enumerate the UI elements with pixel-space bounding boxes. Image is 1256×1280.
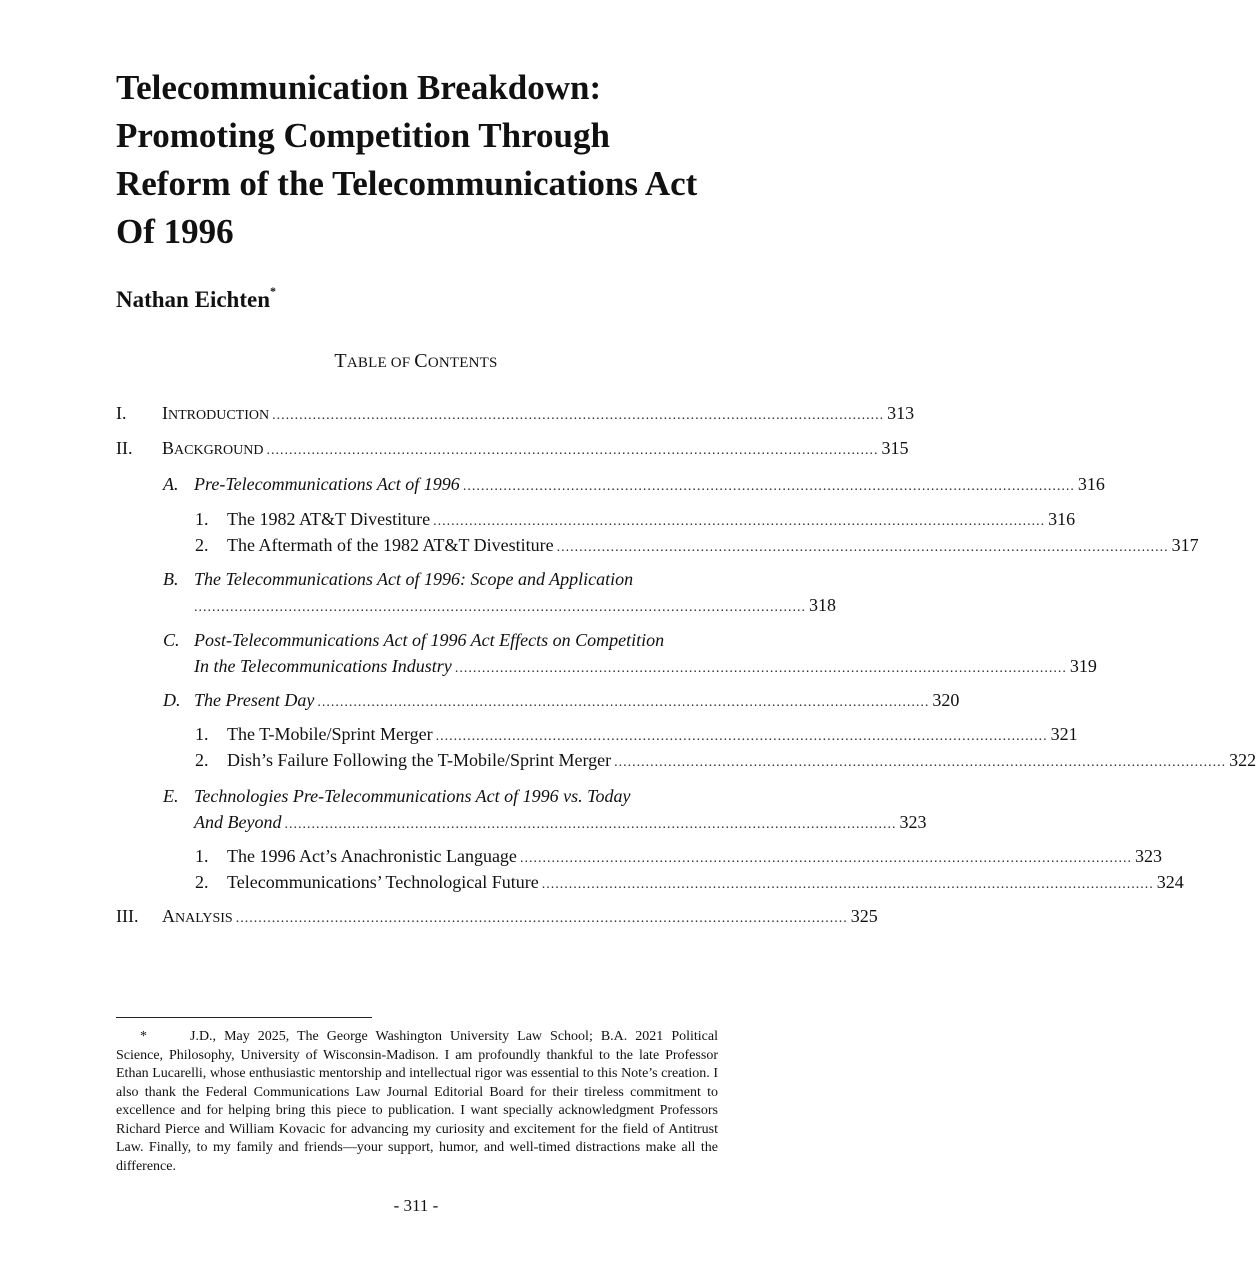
footnote-text: J.D., May 2025, The George Washington University Law School; B.A. 2021 Political Science, Philosophy, University of Wisconsin-Madison. I am profoundly thankful to the late Professor Ethan Lucarelli, whose enthusiastic mentorship and intellectual rigor was essential to this Note’s creation. I also thank the Federal Communications Law Journal Editorial Board for their tireless commitment to excellence and for helping bring this piece to publication. I want specially acknowledgment Professors Richard Pierce and William Kovacic for advancing my curiosity and excitement for the field of Antitrust Law. Finally, to my family and friends—your support, humor, and well-timed distractions make all the difference. <box>116 1029 718 1174</box>
toc-entry-page: 323 <box>1134 846 1162 866</box>
toc-heading-rest: ABLE OF <box>346 355 415 371</box>
toc-entry[interactable] <box>195 748 1256 775</box>
toc-entry-number: 1. <box>195 509 209 529</box>
footnote <box>116 1028 718 1176</box>
toc-heading <box>0 350 832 373</box>
toc-entry-number: 1. <box>195 724 209 744</box>
toc-entry-page: 323 <box>899 812 927 832</box>
toc-entry[interactable] <box>163 627 1097 682</box>
toc-entry-page: 315 <box>881 438 909 458</box>
toc-entry-page: 318 <box>809 595 836 615</box>
toc-leader-dots: ........................................................................................................................................ <box>433 514 1046 529</box>
toc-leader-dots: ........................................................................................................................................ <box>266 443 879 458</box>
toc-entry-page: 316 <box>1048 509 1076 529</box>
author-name: Nathan Eichten <box>116 287 270 312</box>
toc-entry-page: 321 <box>1050 724 1078 744</box>
toc-entry-label: Telecommunications’ Technological Future <box>227 872 539 892</box>
toc-entry-label: Dish’s Failure Following the T-Mobile/Sprint Merger <box>227 750 612 770</box>
toc-leader-dots: ........................................................................................................................................ <box>235 911 848 926</box>
footnote-divider <box>116 1017 372 1018</box>
toc-entry-page: 320 <box>932 690 960 710</box>
toc-entry-number: B. <box>163 569 179 589</box>
toc-entry-page: 317 <box>1171 535 1199 555</box>
toc-entry[interactable] <box>195 722 1078 749</box>
toc-entry-label: ANALYSIS <box>162 906 233 926</box>
toc-heading-initial: C <box>414 350 428 372</box>
toc-entry-number: E. <box>163 786 179 806</box>
article-title <box>116 64 756 256</box>
toc-entry[interactable] <box>195 844 1162 871</box>
toc-entry-page: 316 <box>1077 474 1105 494</box>
toc-entry[interactable] <box>195 533 1199 560</box>
title-line: Reform of the Telecommunications Act <box>116 164 698 203</box>
toc-entry-label: INTRODUCTION <box>162 403 270 423</box>
toc-heading-initial: T <box>334 350 347 372</box>
toc-leader-dots: ........................................................................................................................................ <box>317 695 930 710</box>
toc-entry-page: 313 <box>887 403 915 423</box>
toc-entry-page: 322 <box>1229 750 1256 770</box>
toc-entry-label: The 1982 AT&T Divestiture <box>227 509 431 529</box>
toc-leader-dots: ........................................................................................................................................ <box>519 851 1132 866</box>
title-line: Telecommunication Breakdown: <box>116 68 602 107</box>
toc-leader-dots: ........................................................................................................................................ <box>194 600 806 615</box>
toc-entry-number: I. <box>116 403 127 423</box>
toc-entry-number: C. <box>163 630 180 650</box>
toc-entry[interactable] <box>116 401 915 428</box>
toc-entry[interactable] <box>163 688 960 715</box>
toc-entry-page: 325 <box>850 906 878 926</box>
toc-entry[interactable] <box>116 904 878 931</box>
page-number: - 311 - <box>393 1196 439 1215</box>
toc-entry[interactable] <box>195 507 1076 534</box>
title-line: Of 1996 <box>116 212 234 251</box>
toc-leader-dots: ........................................................................................................................................ <box>556 540 1169 555</box>
toc-leader-dots: ........................................................................................................................................ <box>284 817 897 832</box>
toc-entry-label: Post-Telecommunications Act of 1996 Act Effects on Competition <box>194 630 665 650</box>
footnote-mark: * <box>140 1029 147 1044</box>
toc-entry-number: III. <box>116 906 139 926</box>
toc-entry-label: The Aftermath of the 1982 AT&T Divestiture <box>227 535 554 555</box>
toc-entry-label: The Telecommunications Act of 1996: Scope and Application <box>194 569 634 589</box>
toc-entry-number: D. <box>163 690 181 710</box>
toc-entry-number: II. <box>116 438 133 458</box>
toc-heading-rest: ONTENTS <box>427 355 498 371</box>
toc-leader-dots: ........................................................................................................................................ <box>435 729 1048 744</box>
toc-leader-dots: ........................................................................................................................................ <box>272 408 885 423</box>
toc-entry-label-cont: In the Telecommunications Industry <box>194 656 452 676</box>
toc-entry[interactable] <box>163 783 927 838</box>
title-line: Promoting Competition Through <box>116 116 610 155</box>
toc-entry-label-cont: And Beyond <box>194 812 282 832</box>
toc-entry[interactable] <box>116 436 909 463</box>
toc-entry-label: BACKGROUND <box>162 438 264 458</box>
toc-entry-number: 2. <box>195 535 209 555</box>
toc-entry-label: The Present Day <box>194 690 315 710</box>
toc-entry-page: 319 <box>1069 656 1097 676</box>
toc-entry[interactable] <box>195 870 1184 897</box>
toc-entry-page: 324 <box>1156 872 1184 892</box>
toc-entry-number: 2. <box>195 750 209 770</box>
toc-entry-label: The T-Mobile/Sprint Merger <box>227 724 433 744</box>
toc-entry[interactable] <box>163 566 836 621</box>
author-footnote-mark[interactable]: * <box>270 284 276 298</box>
toc-leader-dots: ........................................................................................................................................ <box>462 479 1075 494</box>
toc-entry-number: 2. <box>195 872 209 892</box>
toc-entry-label: The 1996 Act’s Anachronistic Language <box>227 846 517 866</box>
toc-entry-label: Technologies Pre-Telecommunications Act of 1996 vs. Today <box>194 786 631 806</box>
toc-entry-number: 1. <box>195 846 209 866</box>
toc-leader-dots: ........................................................................................................................................ <box>454 661 1067 676</box>
toc-entry-label: Pre-Telecommunications Act of 1996 <box>194 474 460 494</box>
toc-entry[interactable] <box>163 472 1105 499</box>
toc-entry-number: A. <box>163 474 179 494</box>
toc-leader-dots: ........................................................................................................................................ <box>614 755 1227 770</box>
toc-leader-dots: ........................................................................................................................................ <box>541 877 1154 892</box>
author-byline <box>116 284 276 313</box>
